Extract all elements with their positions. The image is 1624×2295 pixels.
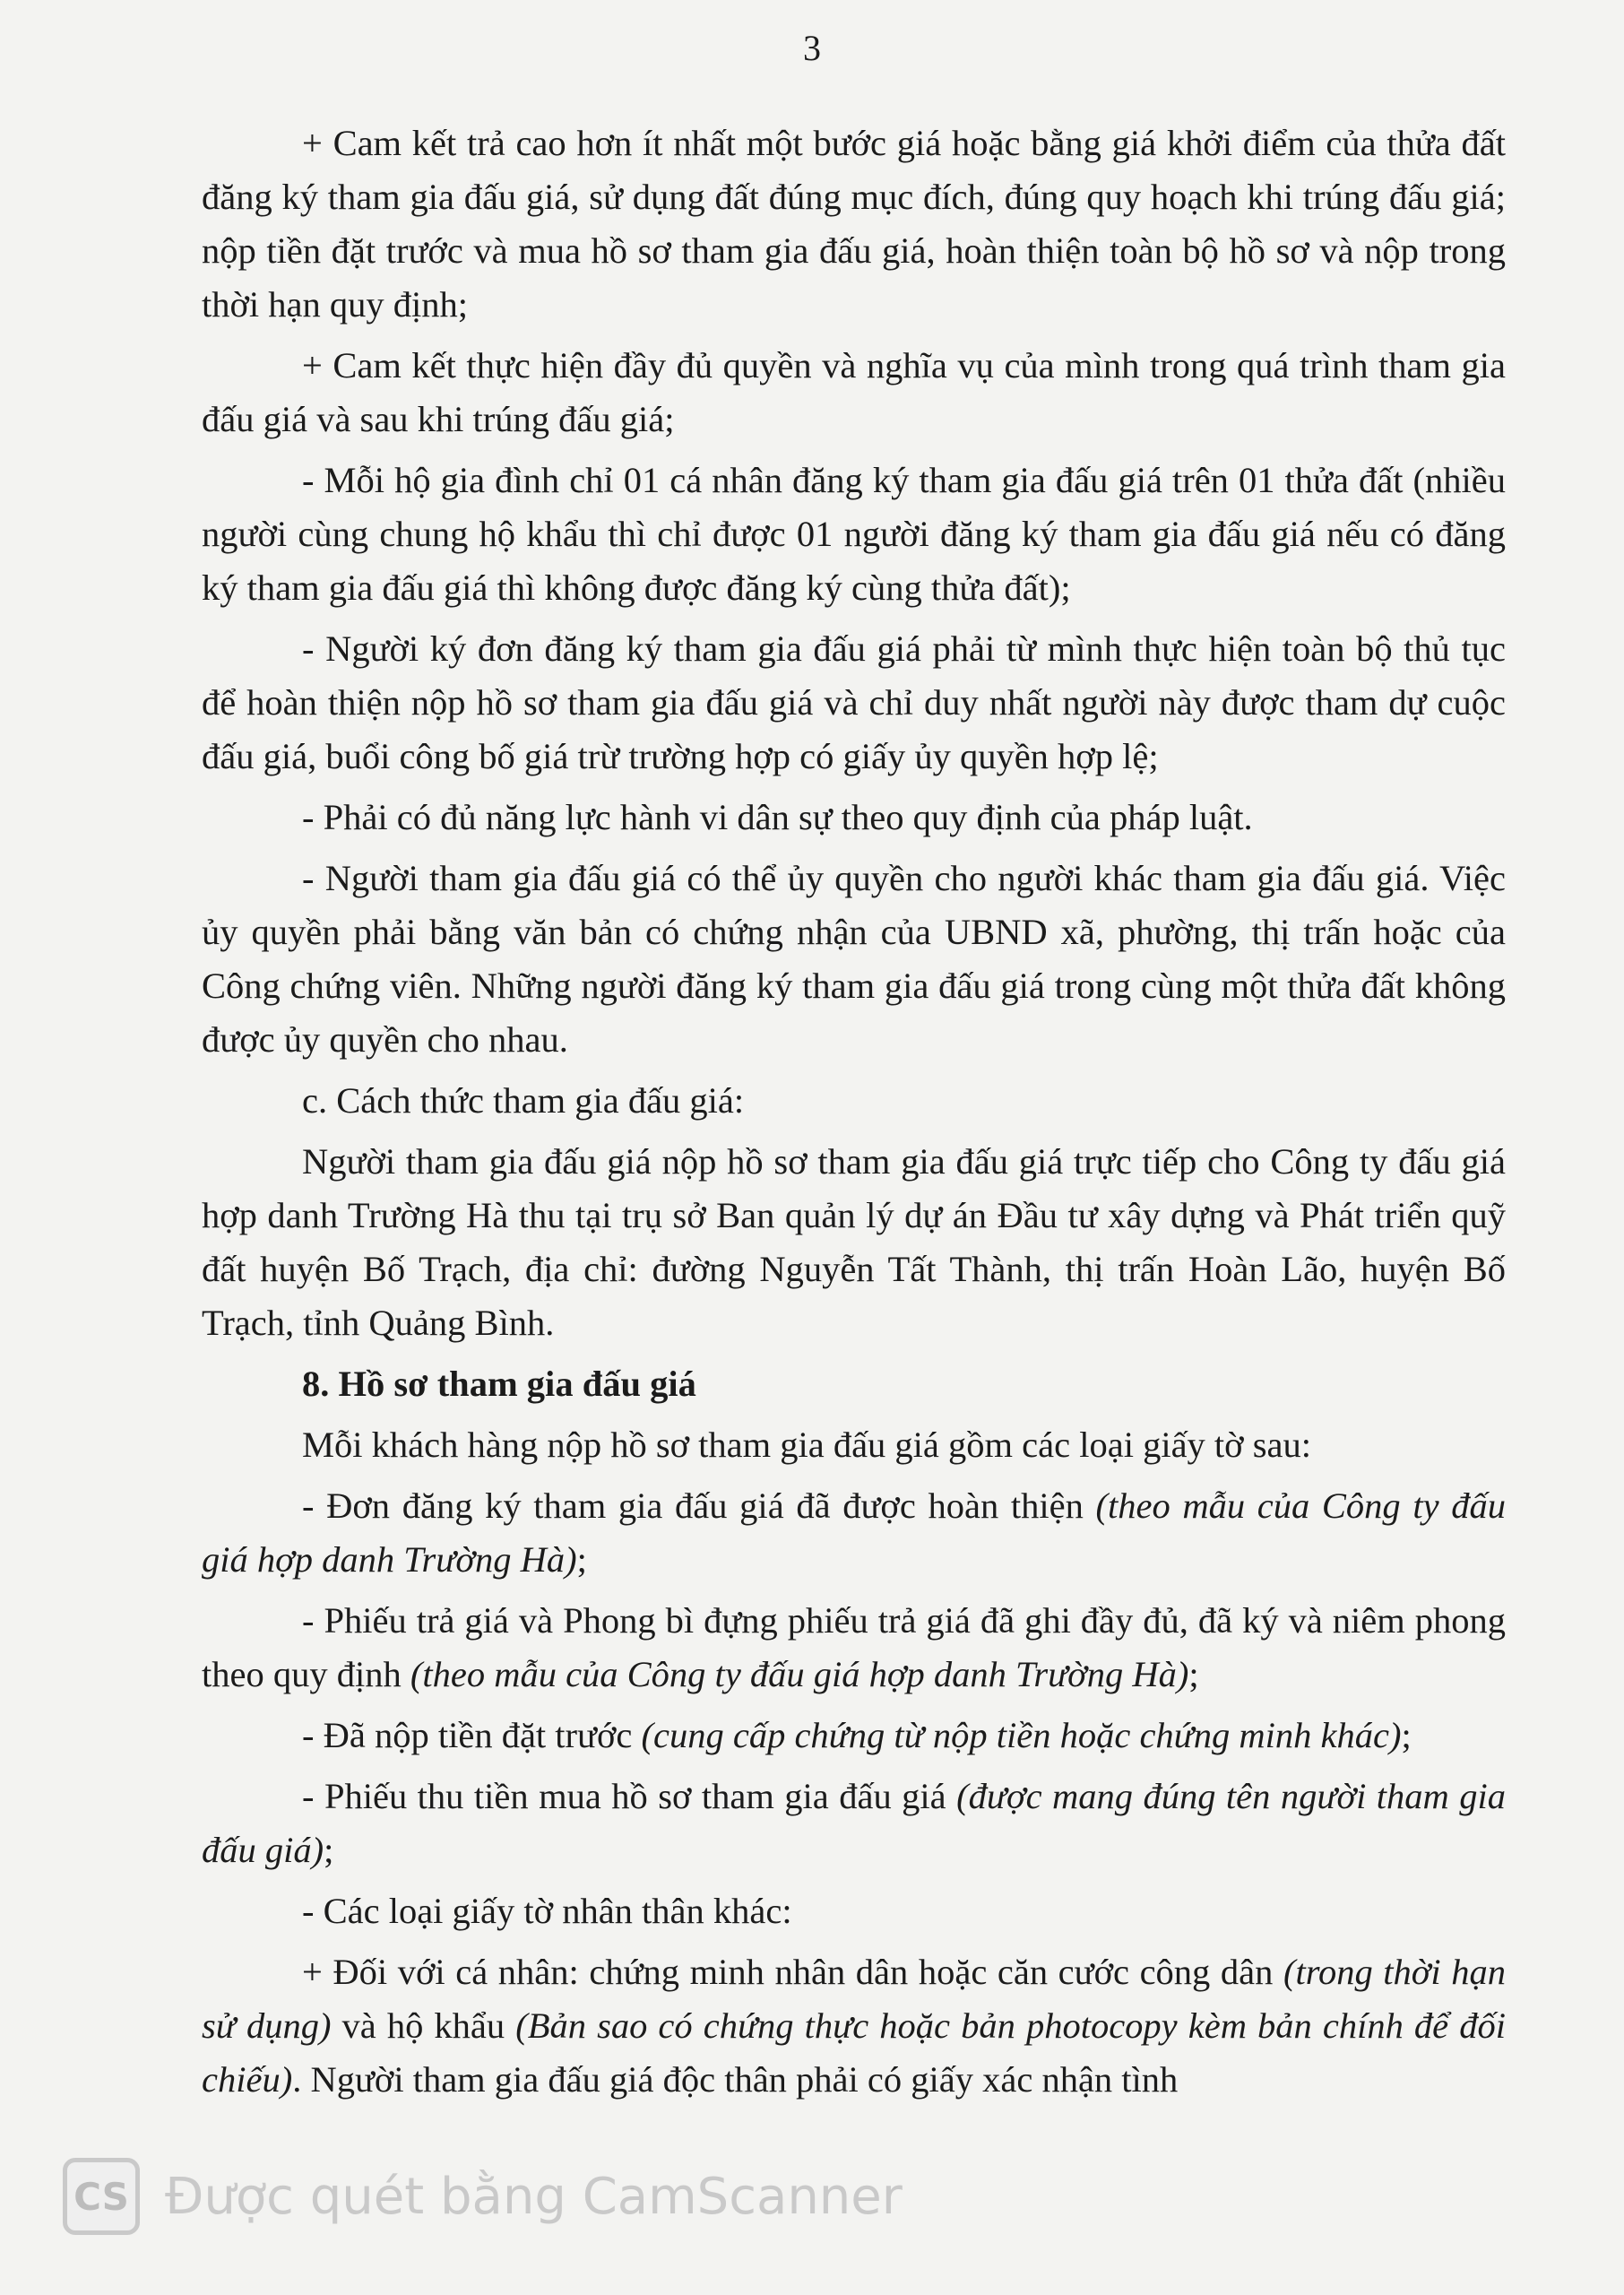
text-run: - Phải có đủ năng lực hành vi dân sự theo quy định của pháp luật.: [302, 797, 1253, 837]
paragraph: [202, 1418, 1506, 1472]
paragraph: [202, 1770, 1506, 1877]
italic-run: (được mang đúng tên người tham gia đấu giá): [202, 1776, 1506, 1870]
paragraph: [202, 1709, 1506, 1762]
paragraph: [202, 791, 1506, 844]
text-run: - Phiếu thu tiền mua hồ sơ tham gia đấu giá: [302, 1776, 957, 1816]
text-run: ;: [1188, 1654, 1199, 1694]
paragraph: [202, 1945, 1506, 2107]
text-run: và hộ khẩu: [331, 2005, 516, 2046]
text-run: ;: [1401, 1715, 1412, 1755]
text-run: + Cam kết thực hiện đầy đủ quyền và nghĩa vụ của mình trong quá trình tham gia đấu giá và sau khi trúng đấu giá;: [202, 345, 1506, 439]
text-run: c. Cách thức tham gia đấu giá:: [302, 1080, 745, 1121]
paragraph: [202, 852, 1506, 1067]
text-run: Người tham gia đấu giá nộp hồ sơ tham gia đấu giá trực tiếp cho Công ty đấu giá hợp danh Trường Hà thu tại trụ sở Ban quản lý dự án Đầu tư xây dựng và Phát triển quỹ đất huyện Bố Trạch, địa chỉ: đường Nguyễn Tất Thành, thị trấn Hoàn Lão, huyện Bố Trạch, tỉnh Quảng Bình.: [202, 1141, 1506, 1343]
camscanner-logo-icon: CS: [63, 2158, 140, 2235]
paragraph: [202, 1479, 1506, 1587]
paragraph: [202, 1594, 1506, 1702]
text-run: . Người tham gia đấu giá độc thân phải có giấy xác nhận tình: [292, 2059, 1179, 2100]
text-run: - Mỗi hộ gia đình chỉ 01 cá nhân đăng ký tham gia đấu giá trên 01 thửa đất (nhiều người cùng chung hộ khẩu thì chỉ được 01 người đăng ký tham gia đấu giá nếu có đăng ký tham gia đấu giá thì không được đăng ký cùng thửa đất);: [202, 460, 1506, 608]
italic-run: (theo mẫu của Công ty đấu giá hợp danh Trường Hà): [410, 1654, 1189, 1694]
text-run: - Người ký đơn đăng ký tham gia đấu giá phải từ mình thực hiện toàn bộ thủ tục để hoàn thiện nộp hồ sơ tham gia đấu giá và chỉ duy nhất người này được tham dự cuộc đấu giá, buổi công bố giá trừ trường hợp có giấy ủy quyền hợp lệ;: [202, 628, 1506, 776]
paragraph: [202, 1074, 1506, 1128]
watermark-text: Được quét bằng CamScanner: [165, 2167, 903, 2226]
paragraph: [202, 117, 1506, 332]
text-run: - Người tham gia đấu giá có thể ủy quyền cho người khác tham gia đấu giá. Việc ủy quyền phải bằng văn bản có chứng nhận của UBND xã, phường, thị trấn hoặc của Công chứng viên. Những người đăng ký tham gia đấu giá trong cùng một thửa đất không được ủy quyền cho nhau.: [202, 858, 1506, 1060]
text-run: ;: [576, 1539, 587, 1580]
text-run: - Các loại giấy tờ nhân thân khác:: [302, 1891, 792, 1931]
text-run: + Đối với cá nhân: chứng minh nhân dân hoặc căn cước công dân: [302, 1952, 1283, 1992]
text-run: Mỗi khách hàng nộp hồ sơ tham gia đấu giá gồm các loại giấy tờ sau:: [302, 1425, 1311, 1465]
italic-run: (trong thời hạn sử dụng): [202, 1952, 1506, 2046]
paragraph: [202, 1135, 1506, 1350]
section-heading: 8. Hồ sơ tham gia đấu giá: [302, 1364, 696, 1404]
italic-run: (theo mẫu của Công ty đấu giá hợp danh Trường Hà): [202, 1485, 1506, 1580]
paragraph: [202, 622, 1506, 784]
camscanner-watermark: [63, 2147, 903, 2246]
document-body: [202, 117, 1506, 2114]
text-run: - Đã nộp tiền đặt trước: [302, 1715, 642, 1755]
text-run: - Đơn đăng ký tham gia đấu giá đã được hoàn thiện: [302, 1485, 1096, 1526]
paragraph: [202, 454, 1506, 615]
text-run: ;: [324, 1830, 334, 1870]
paragraph: [202, 1884, 1506, 1938]
paragraph: [202, 1357, 1506, 1411]
page-number: 3: [803, 28, 821, 68]
italic-run: (cung cấp chứng từ nộp tiền hoặc chứng minh khác): [641, 1715, 1402, 1755]
text-run: - Phiếu trả giá và Phong bì đựng phiếu trả giá đã ghi đầy đủ, đã ký và niêm phong theo quy định: [202, 1600, 1506, 1694]
text-run: + Cam kết trả cao hơn ít nhất một bước giá hoặc bằng giá khởi điểm của thửa đất đăng ký tham gia đấu giá, sử dụng đất đúng mục đích, đúng quy hoạch khi trúng đấu giá; nộp tiền đặt trước và mua hồ sơ tham gia đấu giá, hoàn thiện toàn bộ hồ sơ và nộp trong thời hạn quy định;: [202, 123, 1506, 325]
paragraph: [202, 339, 1506, 446]
italic-run: (Bản sao có chứng thực hoặc bản photocopy kèm bản chính để đối chiếu): [202, 2005, 1506, 2100]
